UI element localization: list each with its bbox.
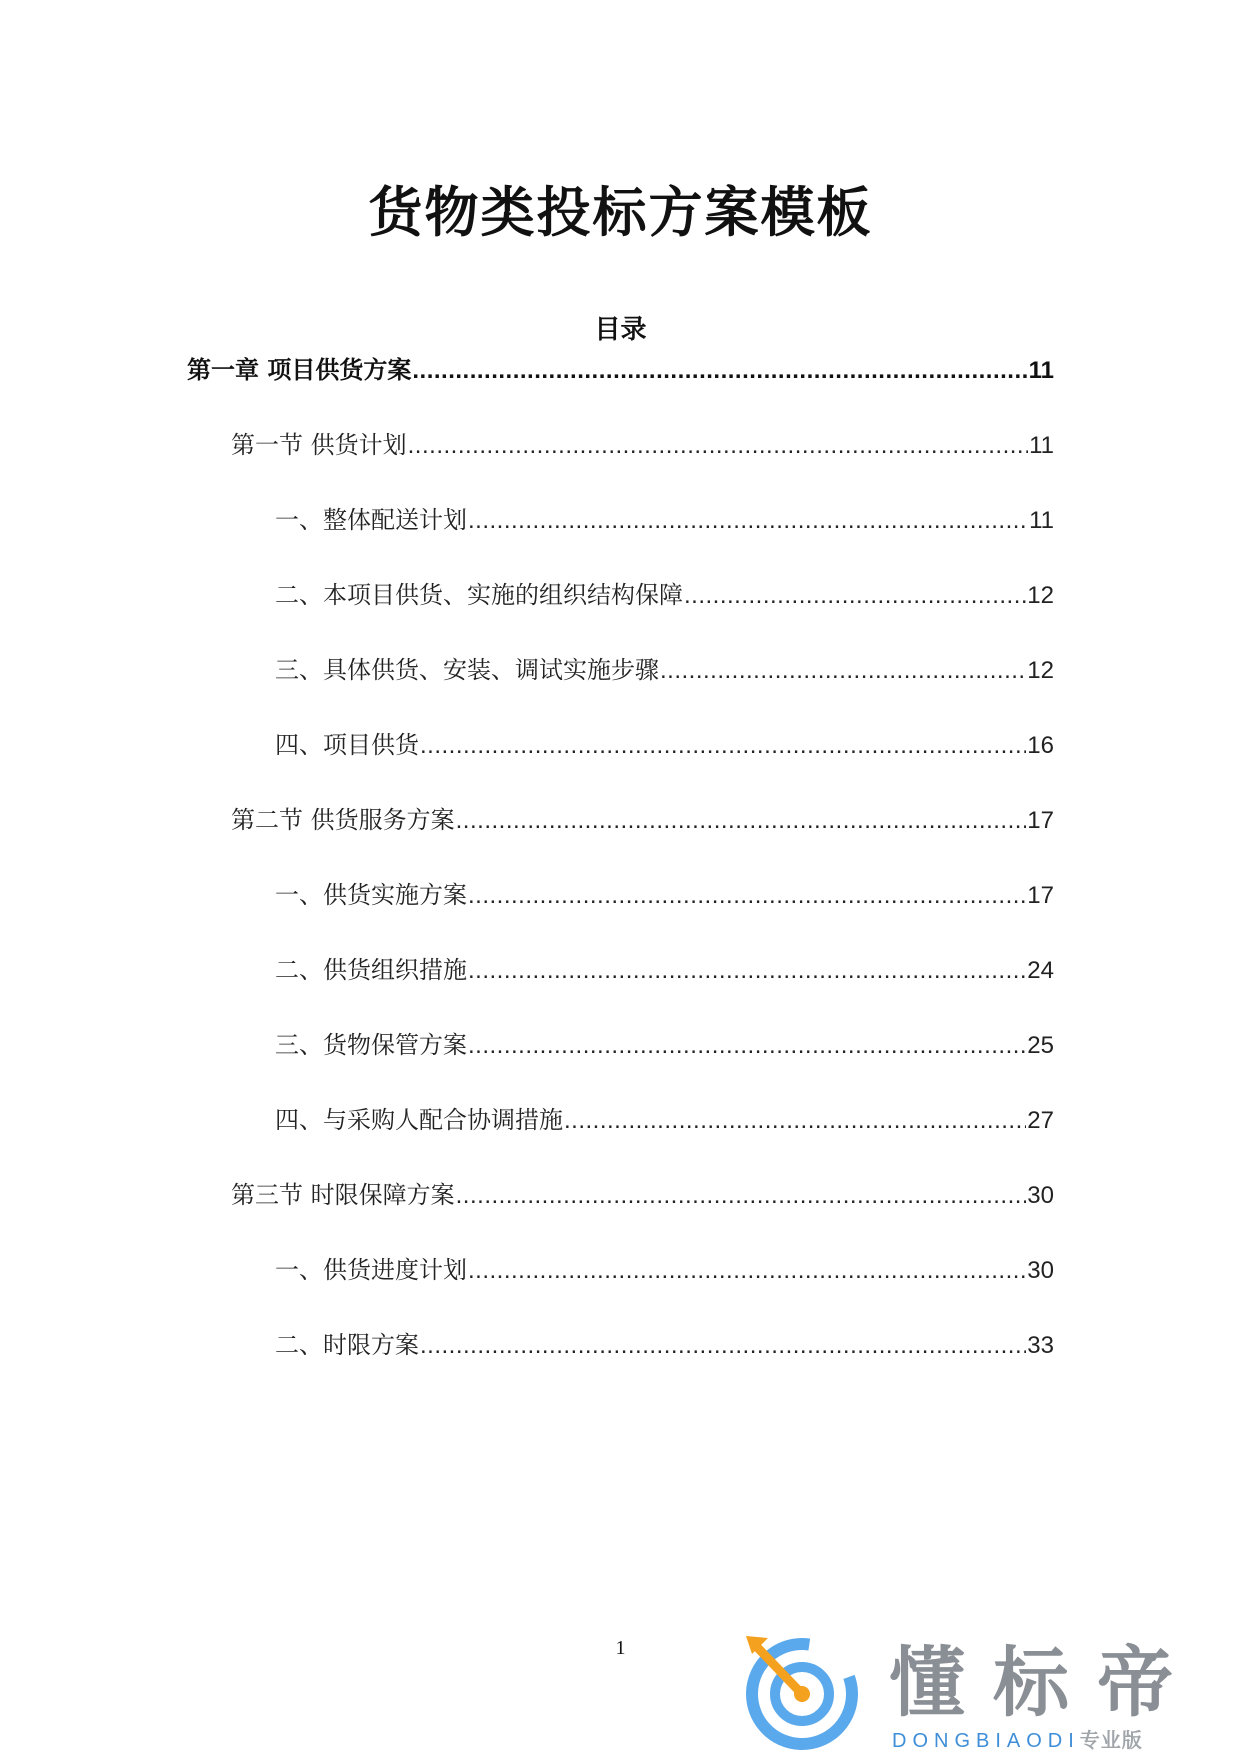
toc-entry-text: 四、与采购人配合协调措施 bbox=[275, 1106, 563, 1134]
toc-entry-item[interactable] bbox=[275, 875, 1054, 915]
toc-entry-text: 第三节 时限保障方案 bbox=[231, 1181, 455, 1209]
watermark-edition: 专业版 bbox=[1079, 1728, 1143, 1752]
toc-entry-item[interactable] bbox=[275, 650, 1054, 690]
toc-page-number: 17 bbox=[1027, 882, 1054, 909]
toc-leader-dots bbox=[420, 1326, 1026, 1366]
toc-page-number: 33 bbox=[1027, 1332, 1054, 1359]
watermark-brand: 懂标帝 bbox=[889, 1638, 1201, 1727]
toc-leader-dots bbox=[468, 876, 1026, 916]
toc-entry-chapter-1[interactable] bbox=[187, 350, 1054, 390]
watermark bbox=[742, 1624, 1241, 1754]
toc-entry-section-2[interactable] bbox=[231, 800, 1054, 840]
toc-entry-item[interactable] bbox=[275, 1025, 1054, 1065]
toc-page-number: 30 bbox=[1027, 1257, 1054, 1284]
watermark-subtitle bbox=[892, 1728, 1143, 1753]
toc-page-number: 30 bbox=[1027, 1182, 1054, 1209]
toc-leader-dots bbox=[456, 1176, 1027, 1216]
toc-leader-dots bbox=[660, 651, 1026, 691]
watermark-latin: DONGBIAODI bbox=[892, 1730, 1080, 1752]
toc-entry-item[interactable] bbox=[275, 500, 1054, 540]
toc-leader-dots bbox=[564, 1101, 1026, 1141]
toc-leader-dots bbox=[468, 501, 1028, 541]
document-title: 货物类投标方案模板 bbox=[368, 181, 873, 244]
toc-entry-text: 四、项目供货 bbox=[275, 731, 419, 759]
target-arrow-icon bbox=[742, 1624, 872, 1754]
toc-page-number: 27 bbox=[1027, 1107, 1054, 1134]
toc-leader-dots bbox=[412, 351, 1027, 391]
toc-entry-text: 第二节 供货服务方案 bbox=[231, 806, 455, 834]
toc-entry-text: 第一章 项目供货方案 bbox=[187, 356, 412, 384]
toc-page-number: 12 bbox=[1027, 657, 1054, 684]
toc-heading: 目录 bbox=[594, 315, 647, 345]
toc-page-number: 16 bbox=[1027, 732, 1054, 759]
toc-entry-item[interactable] bbox=[275, 950, 1054, 990]
toc-entry-text: 二、本项目供货、实施的组织结构保障 bbox=[275, 581, 683, 609]
toc-leader-dots bbox=[684, 576, 1026, 616]
toc-page-number: 11 bbox=[1028, 357, 1054, 384]
toc-entry-text: 二、时限方案 bbox=[275, 1331, 419, 1359]
toc-entry-item[interactable] bbox=[275, 725, 1054, 765]
toc-leader-dots bbox=[408, 426, 1028, 466]
toc-leader-dots bbox=[468, 951, 1026, 991]
toc-leader-dots bbox=[468, 1026, 1026, 1066]
toc-page-number: 25 bbox=[1027, 1032, 1054, 1059]
toc-entry-text: 三、具体供货、安装、调试实施步骤 bbox=[275, 656, 659, 684]
toc-page-number: 24 bbox=[1027, 957, 1054, 984]
toc-leader-dots bbox=[468, 1251, 1026, 1291]
toc-entry-text: 第一节 供货计划 bbox=[231, 431, 407, 459]
toc-leader-dots bbox=[456, 801, 1027, 841]
toc-entry-text: 一、供货实施方案 bbox=[275, 881, 467, 909]
toc-entry-text: 三、货物保管方案 bbox=[275, 1031, 467, 1059]
toc-entry-section-3[interactable] bbox=[231, 1175, 1054, 1215]
toc-entry-item[interactable] bbox=[275, 1250, 1054, 1290]
toc-page-number: 12 bbox=[1027, 582, 1054, 609]
page-number: 1 bbox=[615, 1637, 626, 1659]
toc-page-number: 11 bbox=[1029, 507, 1054, 534]
toc-entry-item[interactable] bbox=[275, 575, 1054, 615]
toc-page-number: 17 bbox=[1027, 807, 1054, 834]
toc-entry-text: 二、供货组织措施 bbox=[275, 956, 467, 984]
toc-entry-text: 一、整体配送计划 bbox=[275, 506, 467, 534]
toc-entry-item[interactable] bbox=[275, 1100, 1054, 1140]
toc-page-number: 11 bbox=[1029, 432, 1054, 459]
toc-entry-section-1[interactable] bbox=[231, 425, 1054, 465]
toc-entry-text: 一、供货进度计划 bbox=[275, 1256, 467, 1284]
toc-entry-item[interactable] bbox=[275, 1325, 1054, 1365]
toc-leader-dots bbox=[420, 726, 1026, 766]
